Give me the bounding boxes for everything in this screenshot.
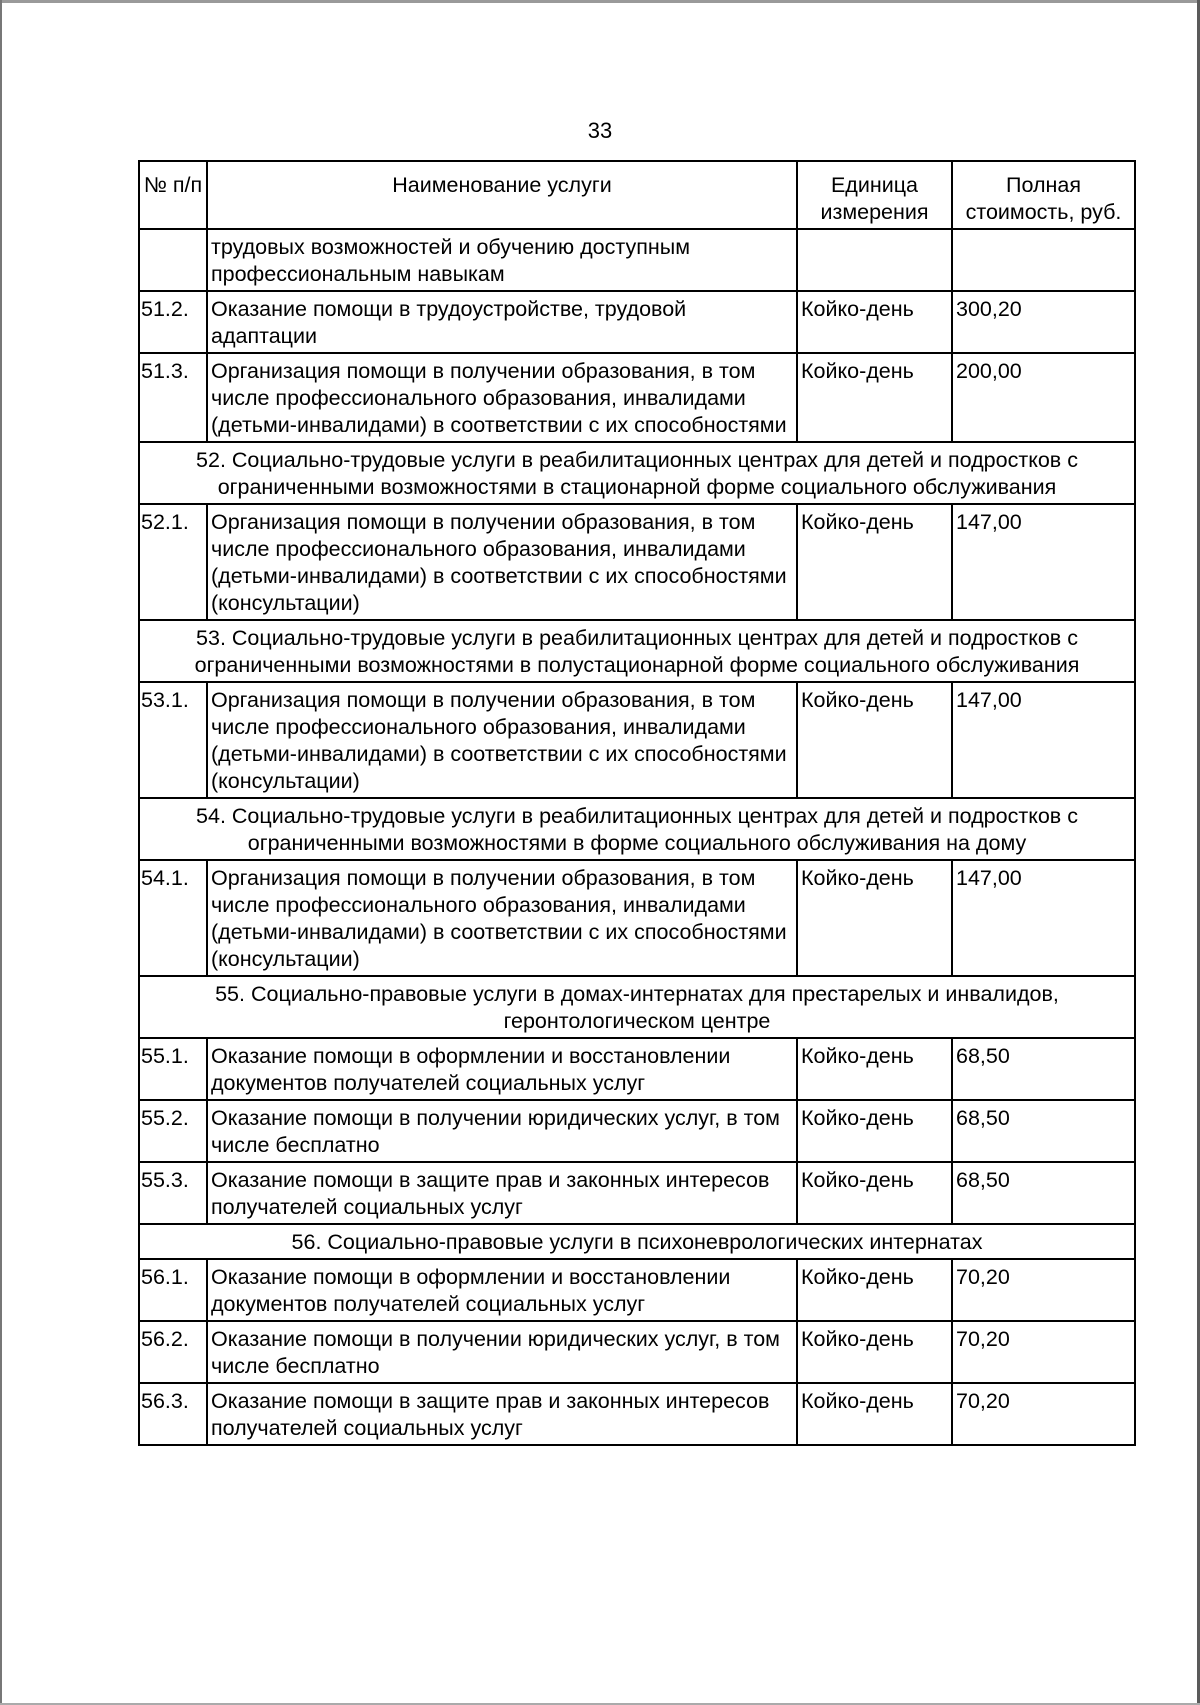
services-price-table (138, 160, 1136, 1446)
cell-cost: 147,00 (952, 504, 1135, 620)
section-heading-row (139, 620, 1135, 682)
table-row (139, 229, 1135, 291)
section-heading: 52. Социально-трудовые услуги в реабилитационных центрах для детей и подростков с ограниченными возможностями в стационарной форме социального обслуживания (139, 442, 1135, 504)
cell-service-name: Оказание помощи в защите прав и законных интересов получателей социальных услуг (207, 1383, 797, 1445)
table-row (139, 1038, 1135, 1100)
cell-unit: Койко-день (797, 504, 952, 620)
section-heading: 54. Социально-трудовые услуги в реабилитационных центрах для детей и подростков с ограниченными возможностями в форме социального обслуживания на дому (139, 798, 1135, 860)
cell-cost: 147,00 (952, 860, 1135, 976)
table-body (139, 229, 1135, 1445)
cell-cost: 70,20 (952, 1321, 1135, 1383)
cell-service-name: Организация помощи в получении образования, в том числе профессионального образования, инвалидами (детьми-инвалидами) в соответствии с их способностями (консультации) (207, 504, 797, 620)
table-row (139, 1162, 1135, 1224)
table-row (139, 1321, 1135, 1383)
cell-unit: Койко-день (797, 1383, 952, 1445)
cell-service-name: Оказание помощи в трудоустройстве, трудовой адаптации (207, 291, 797, 353)
cell-service-name: Оказание помощи в защите прав и законных интересов получателей социальных услуг (207, 1162, 797, 1224)
cell-unit: Койко-день (797, 1100, 952, 1162)
table-row (139, 1383, 1135, 1445)
section-heading: 56. Социально-правовые услуги в психоневрологических интернатах (139, 1224, 1135, 1259)
cell-unit: Койко-день (797, 1259, 952, 1321)
cell-cost: 70,20 (952, 1259, 1135, 1321)
table-row (139, 504, 1135, 620)
table-row (139, 1100, 1135, 1162)
scan-edge-top (0, 0, 1200, 3)
cell-service-name: Оказание помощи в получении юридических услуг, в том числе бесплатно (207, 1321, 797, 1383)
cell-service-name: Оказание помощи в оформлении и восстановлении документов получателей социальных услуг (207, 1259, 797, 1321)
cell-unit: Койко-день (797, 1321, 952, 1383)
cell-number: 56.1. (139, 1259, 207, 1321)
section-heading-row (139, 1224, 1135, 1259)
cell-cost (952, 229, 1135, 291)
cell-number: 52.1. (139, 504, 207, 620)
cell-cost: 68,50 (952, 1162, 1135, 1224)
cell-unit: Койко-день (797, 291, 952, 353)
cell-service-name: Организация помощи в получении образования, в том числе профессионального образования, инвалидами (детьми-инвалидами) в соответствии с их способностями (консультации) (207, 860, 797, 976)
cell-unit: Койко-день (797, 1038, 952, 1100)
cell-unit (797, 229, 952, 291)
table-row (139, 860, 1135, 976)
cell-service-name: трудовых возможностей и обучению доступным профессиональным навыкам (207, 229, 797, 291)
section-heading: 53. Социально-трудовые услуги в реабилитационных центрах для детей и подростков с ограниченными возможностями в полустационарной форме социального обслуживания (139, 620, 1135, 682)
cell-number: 53.1. (139, 682, 207, 798)
scan-edge-left (0, 0, 2, 1705)
cell-number: 51.2. (139, 291, 207, 353)
cell-number: 56.2. (139, 1321, 207, 1383)
section-heading-row (139, 976, 1135, 1038)
section-heading-row (139, 442, 1135, 504)
header-number: № п/п (139, 161, 207, 229)
cell-unit: Койко-день (797, 860, 952, 976)
cell-number (139, 229, 207, 291)
cell-service-name: Организация помощи в получении образования, в том числе профессионального образования, инвалидами (детьми-инвалидами) в соответствии с их способностями (консультации) (207, 682, 797, 798)
cell-cost: 68,50 (952, 1038, 1135, 1100)
table-row (139, 291, 1135, 353)
cell-cost: 147,00 (952, 682, 1135, 798)
cell-number: 51.3. (139, 353, 207, 442)
table-row (139, 682, 1135, 798)
cell-cost: 200,00 (952, 353, 1135, 442)
cell-number: 56.3. (139, 1383, 207, 1445)
cell-service-name: Оказание помощи в получении юридических услуг, в том числе бесплатно (207, 1100, 797, 1162)
cell-unit: Койко-день (797, 682, 952, 798)
cell-number: 54.1. (139, 860, 207, 976)
table-header-row (139, 161, 1135, 229)
header-service-name: Наименование услуги (207, 161, 797, 229)
header-full-cost: Полная стоимость, руб. (952, 161, 1135, 229)
section-heading: 55. Социально-правовые услуги в домах-интернатах для престарелых и инвалидов, геронтологическом центре (139, 976, 1135, 1038)
cell-cost: 70,20 (952, 1383, 1135, 1445)
table-row (139, 1259, 1135, 1321)
cell-cost: 68,50 (952, 1100, 1135, 1162)
cell-service-name: Организация помощи в получении образования, в том числе профессионального образования, инвалидами (детьми-инвалидами) в соответствии с их способностями (207, 353, 797, 442)
cell-number: 55.2. (139, 1100, 207, 1162)
header-unit: Единица измерения (797, 161, 952, 229)
cell-unit: Койко-день (797, 353, 952, 442)
cell-unit: Койко-день (797, 1162, 952, 1224)
cell-number: 55.1. (139, 1038, 207, 1100)
page-number: 33 (587, 118, 613, 143)
cell-cost: 300,20 (952, 291, 1135, 353)
section-heading-row (139, 798, 1135, 860)
table-row (139, 353, 1135, 442)
cell-service-name: Оказание помощи в оформлении и восстановлении документов получателей социальных услуг (207, 1038, 797, 1100)
cell-number: 55.3. (139, 1162, 207, 1224)
